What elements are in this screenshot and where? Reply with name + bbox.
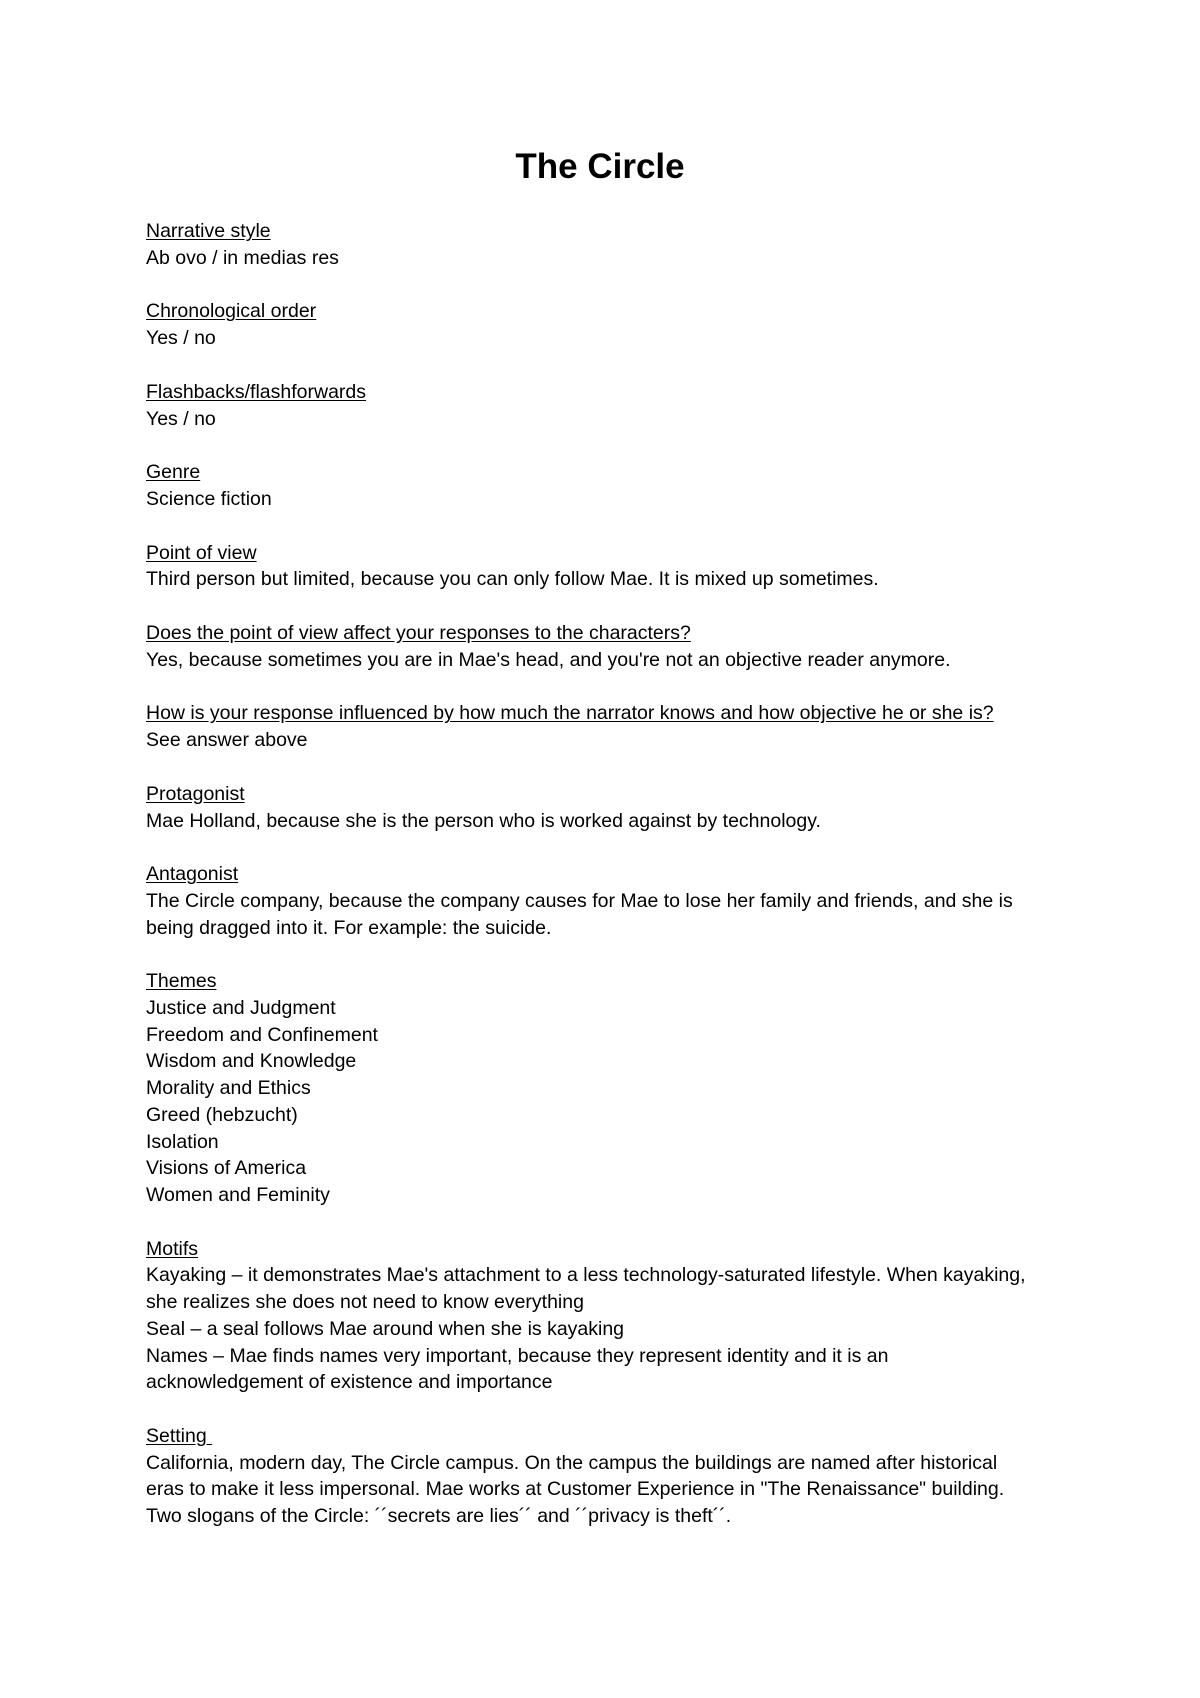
section: [146, 1423, 1066, 1530]
section-line: See answer above: [146, 729, 308, 752]
section: [146, 379, 1066, 432]
section-line: Freedom and Confinement: [146, 1023, 378, 1046]
section-line: Two slogans of the Circle: ´´secrets are lies´´ and ´´privacy is theft´´.: [146, 1505, 732, 1528]
section: [146, 540, 1066, 593]
section-heading: Antagonist: [146, 863, 239, 886]
section-line: Isolation: [146, 1130, 219, 1153]
section-line: Yes / no: [146, 327, 216, 350]
section: [146, 861, 1066, 941]
section-line: Science fiction: [146, 487, 272, 510]
section-line: Yes / no: [146, 407, 216, 430]
section-line: Women and Feminity: [146, 1183, 330, 1206]
section-line: Morality and Ethics: [146, 1077, 311, 1100]
section-line: Seal – a seal follows Mae around when she is kayaking: [146, 1317, 625, 1340]
section: [146, 298, 1066, 351]
section: [146, 968, 1066, 1208]
section: [146, 700, 1066, 753]
section: [146, 781, 1066, 834]
section-heading: How is your response influenced by how much the narrator knows and how objective he or she is?: [146, 702, 994, 725]
section-line: acknowledgement of existence and importance: [146, 1371, 553, 1394]
section-line: Kayaking – it demonstrates Mae's attachment to a less technology-saturated lifestyle. When kayaking,: [146, 1264, 1026, 1287]
section-heading: Point of view: [146, 541, 257, 564]
section-line: Wisdom and Knowledge: [146, 1050, 357, 1073]
section-line: Names – Mae finds names very important, because they represent identity and it is an: [146, 1344, 889, 1367]
section: [146, 218, 1066, 271]
section-heading: Narrative style: [146, 220, 271, 242]
section-heading: Setting: [146, 1424, 213, 1447]
section-line: Third person but limited, because you can only follow Mae. It is mixed up sometimes.: [146, 568, 879, 591]
section: [146, 620, 1066, 673]
section-heading: Flashbacks/flashforwards: [146, 380, 367, 403]
section-heading: Themes: [146, 970, 217, 993]
section-line: Yes, because sometimes you are in Mae's head, and you're not an objective reader anymore.: [146, 648, 951, 671]
section-line: Ab ovo / in medias res: [146, 246, 339, 269]
section-heading: Protagonist: [146, 782, 245, 805]
document-body: [146, 218, 1066, 1557]
section-heading: Chronological order: [146, 300, 317, 323]
section-line: being dragged into it. For example: the suicide.: [146, 916, 552, 939]
section-line: she realizes she does not need to know everything: [146, 1291, 584, 1314]
section: [146, 1236, 1066, 1396]
section-heading: Motifs: [146, 1237, 199, 1260]
document-title: The Circle: [515, 147, 685, 186]
section-line: The Circle company, because the company causes for Mae to lose her family and friends, and she is: [146, 889, 1013, 912]
section-line: eras to make it less impersonal. Mae works at Customer Experience in "The Renaissance" building.: [146, 1478, 1005, 1501]
section-line: California, modern day, The Circle campus. On the campus the buildings are named after historical: [146, 1451, 998, 1474]
section-line: Justice and Judgment: [146, 997, 336, 1020]
section-heading: Genre: [146, 461, 201, 484]
section-line: Visions of America: [146, 1157, 307, 1180]
section-heading: Does the point of view affect your responses to the characters?: [146, 622, 691, 645]
section-line: Mae Holland, because she is the person who is worked against by technology.: [146, 809, 821, 832]
section: [146, 459, 1066, 512]
section-line: Greed (hebzucht): [146, 1103, 298, 1126]
